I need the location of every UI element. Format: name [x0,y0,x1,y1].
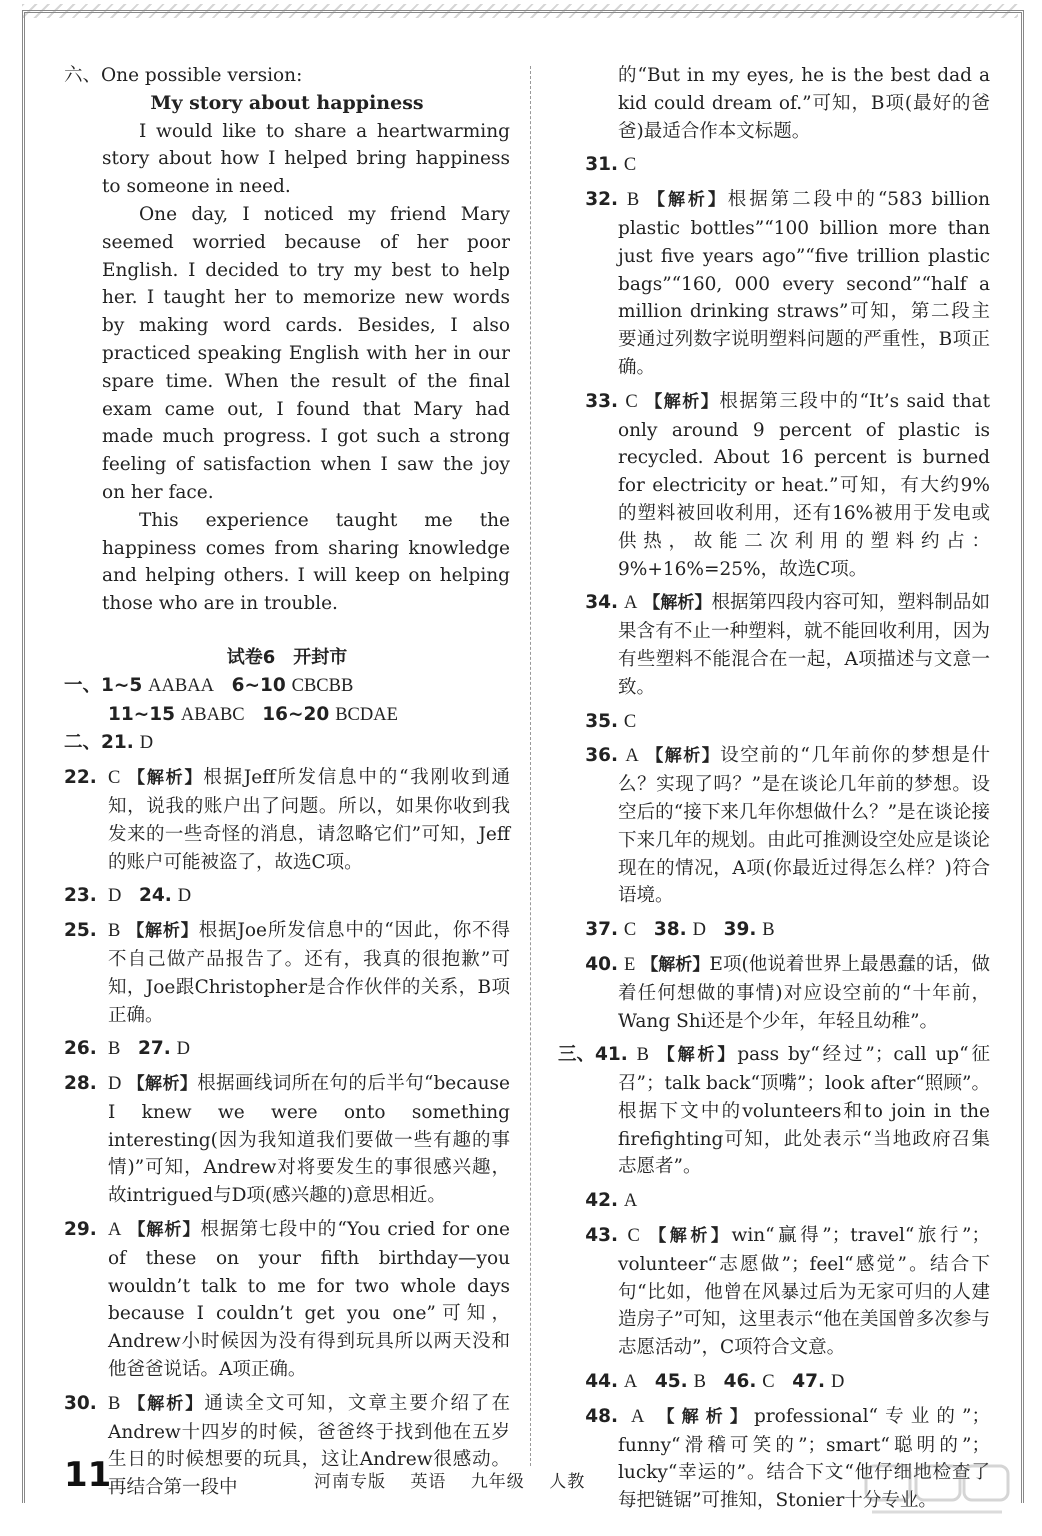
analysis-tag: 【解析】 [127,1074,198,1095]
question-number: 22. [64,767,97,789]
analysis-text: 根据第七段中的“You cried for one of these on your fifth birthday—you wouldn’t talk to me for two whole days because I couldn’t get you one”可知，Andrew小时候因为没有得到玩具所以两天没和他爸爸说话。A项正确。 [108,1219,511,1381]
question-23-24 [64,882,510,911]
essay-title: My story about happiness [150,91,424,114]
answer: C [625,391,638,412]
page-number: 11 [64,1455,112,1495]
analysis-text: 根据第二段中的“583 billion plastic bottles”“100 billion more than just five years ago”“five trillion plastic bags”“160, 000 every second”“half a million drinking straws”可知，第二段主要通过列数字说明塑料问题的严重性，B项正确。 [618,189,990,378]
answer: A [623,1372,638,1393]
question-number: 42. [585,1190,618,1212]
grade-label: 九年级 [470,1472,525,1492]
answer: C [623,920,637,941]
range-16-20: 16~20 [262,703,330,725]
answers-1-5: AABAA [148,675,214,696]
answer: B [636,1045,649,1066]
watermark-logo-icon [862,1460,1012,1524]
analysis-text: 通读全文可知，文章主要介绍了在Andrew十四岁的时候，爸爸终于找到他在五岁生日的时候想要的玩具，这让Andrew很感动。再结合第一段中 [108,1392,510,1499]
question-number: 46. [723,1371,757,1393]
question-29 [64,1216,510,1384]
answers-11-15: ABABC [180,704,245,725]
answer: B [108,1393,121,1414]
answer: E [623,954,636,975]
answer: C [762,1372,775,1393]
answer: C [623,155,637,176]
section-two-label: 二、 [64,732,102,754]
question-31 [558,151,990,180]
analysis-tag: 【解析】 [657,1045,738,1066]
question-number: 45. [654,1371,688,1393]
answer: B [762,920,775,941]
analysis-tag: 【解析】 [128,768,204,789]
footer-info [314,1467,603,1492]
question-36 [558,742,990,910]
question-number: 26. [64,1038,97,1060]
answer: D [692,920,706,941]
question-number: 28. [64,1073,97,1095]
question-number: 24. [139,885,172,907]
answers-16-20: BCDAE [335,704,398,725]
analysis-text: win“赢得”；travel“旅行”；volunteer“志愿做”；feel“感觉”。结合下句“比如，他曾在风暴过后为无家可归的人建造房子”可知，这里表示“他在美国曾多次参与志愿活动”，C项符合文意。 [618,1225,990,1359]
question-number: 43. [585,1225,618,1247]
question-26-27 [64,1035,510,1064]
answer: D [108,1074,122,1095]
analysis-text: 根据Joe所发信息中的“因此，你不得不自己做产品报告了。还有，我真的很抱歉”可知，Joe跟Christopher是合作伙伴的关系，B项正确。 [108,920,510,1026]
range-1-5: 1~5 [101,674,143,696]
answer: A [623,593,638,614]
question-41 [558,1041,990,1181]
question-35 [558,708,990,737]
answer: D [108,886,122,907]
answer: B [693,1372,706,1393]
question-number: 38. [653,919,687,941]
question-number: 35. [585,710,618,732]
question-32 [558,186,990,382]
analysis-text: pass by“经过”；call up“征召”；talk back“顶嘴”；look after“照顾”。根据下文中的volunteers和to join in the firefighting可知，此处表示“当地政府召集志愿者”。 [618,1044,990,1178]
range-6-10: 6~10 [231,674,286,696]
question-number: 37. [585,919,618,941]
question-number [558,1041,628,1069]
essay-paragraph-1: I would like to share a heartwarming story about how I helped bring happiness to someone in need. [102,120,510,198]
analysis-tag: 【解析】 [643,593,712,614]
left-column [64,62,510,1502]
answer: D [830,1372,845,1393]
question-number: 47. [792,1371,826,1393]
answer: A [625,746,639,767]
question-37-39 [558,916,990,945]
question-43 [558,1222,990,1362]
answer: B [626,190,640,211]
question-28 [64,1070,510,1210]
answer: D [139,733,154,754]
question-33 [558,388,990,584]
analysis-tag: 【解析】 [641,954,710,975]
question-number: 21. [101,732,134,754]
subject-label: 英语 [410,1472,447,1492]
question-number: 34. [585,592,618,614]
question-number: 48. [585,1405,618,1427]
question-number: 40. [585,953,618,975]
analysis-tag: 【解析】 [128,1220,201,1241]
question-number: 23. [64,885,97,907]
question-number: 36. [585,745,618,767]
answer: A [108,1220,122,1241]
question-number: 33. [585,390,618,412]
question-34 [558,589,990,701]
answer: C [627,1226,640,1247]
essay-paragraph-2: One day, I noticed my friend Mary seemed worried because of her poor English. I decided to try my best to help her. I taught her to memorize new words by making word cards. Besides, I also practiced speaking English with her in our spare time. When the result of the final exam came out, I found that Mary had made much progress. I got such a strong feeling of satisfaction when I saw the joy on her face. [102,203,510,503]
question-number: 31. [585,154,618,176]
section-one-row-1 [64,672,510,701]
section-three-label: 三、 [558,1044,596,1066]
analysis-tag: 【解析】 [657,1406,754,1427]
section-six-label: 六、One possible version: [64,65,303,86]
question-44-47 [558,1368,990,1397]
section-one-label: 一、 [64,674,102,696]
section-one-row-2 [64,701,510,730]
analysis-text: 根据画线词所在句的后半句“because I knew we were onto something interesting(因为我知道我们要做一些有趣的事情)”可知，Andrew对将要发生的事很感兴趣，故intrigued与D项(感兴趣的)意思相近。 [108,1073,511,1207]
answer: D [177,886,192,907]
analysis-tag: 【解析】 [646,746,721,767]
right-column [558,62,990,1515]
edition-label: 河南专版 [314,1472,386,1492]
question-number: 39. [723,919,757,941]
analysis-text: professional“专业的”；funny“滑稽可笑的”；smart“聪明的”；lucky“幸运的”。结合下文“他仔细地检查了每把链锯”可推知，Stonier十分专业。 [618,1405,990,1512]
publisher-label: 人教 [549,1472,586,1492]
analysis-tag: 【解析】 [649,1226,732,1247]
question-number: 25. [64,920,97,942]
analysis-text: 根据第三段中的“It’s said that only around 9 percent of plastic is recycled. About 16 percent is burned for electricity or heat.”可知，有大约9%的塑料被回收利用，还有16%被用于发电或供热，故能二次利用的塑料约占：9%+16%=25%，故选C项。 [618,390,991,580]
question-21 [64,729,510,758]
answer: B [108,921,121,942]
question-25 [64,917,510,1029]
answer: A [631,1406,645,1427]
question-40 [558,951,990,1035]
analysis-text: 设空前的“几年前你的梦想是什么？实现了吗？”是在谈论几年前的梦想。设空后的“接下来几年你想做什么？”是在谈论接下来几年的规划。由此可推测设空处应是谈论现在的情况，A项(你最近过得怎么样？)符合语境。 [618,745,990,907]
analysis-tag: 【解析】 [645,391,720,412]
answers-6-10: CBCBB [291,675,354,696]
analysis-text: 根据Jeff所发信息中的“我刚收到通知，说我的账户出了问题。所以，如果你收到我发来的一些奇怪的消息，请忽略它们”可知，Jeff的账户可能被盗了，故选C项。 [108,767,511,873]
question-number: 32. [585,189,618,211]
analysis-tag: 【解析】 [648,190,728,211]
analysis-tag: 【解析】 [127,921,199,942]
answer: C [108,768,121,789]
essay-paragraph-3: This experience taught me the happiness comes from sharing knowledge and helping others. I will keep on helping those who are in trouble. [102,509,510,615]
answer: D [176,1039,191,1060]
question-number-41: 41. [595,1044,628,1066]
answer: B [108,1039,121,1060]
analysis-text: 根据第四段内容可知，塑料制品如果含有不止一种塑料，就不能回收利用，因为有些塑料不能混合在一起，A项描述与文意一致。 [618,592,990,698]
analysis-text: E项(他说着世界上最愚蠢的话，做着任何想做的事情)对应设空前的“十年前，Wang Shi还是个少年，年轻且幼稚”。 [618,953,990,1032]
column-divider [530,66,531,1466]
question-number: 30. [64,1392,97,1414]
question-30-continued: 的“But in my eyes, he is the best dad a kid could dream of.”可知，B项(最好的爸爸)最适合作本文标题。 [618,65,990,142]
analysis-tag: 【解析】 [128,1393,205,1414]
question-number: 44. [585,1371,618,1393]
page-footer [64,1455,964,1495]
question-number: 27. [138,1038,171,1060]
answer: A [623,1191,638,1212]
question-number: 29. [64,1219,97,1241]
answer: C [623,711,637,732]
range-11-15: 11~15 [108,703,175,725]
question-42 [558,1187,990,1216]
paper-title: 试卷6 开封市 [226,646,348,668]
question-22 [64,764,510,876]
